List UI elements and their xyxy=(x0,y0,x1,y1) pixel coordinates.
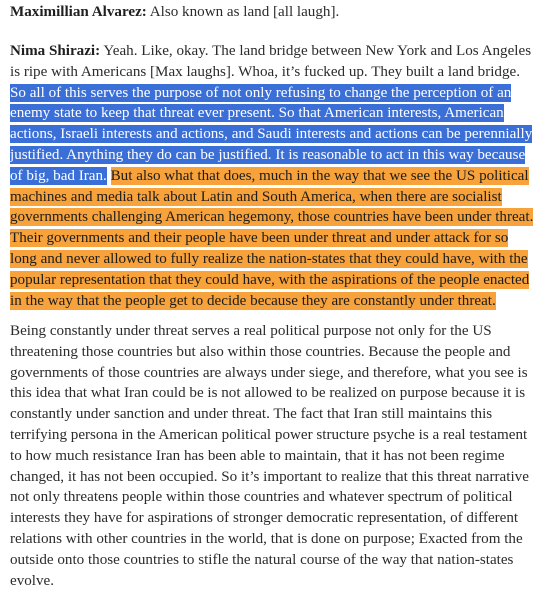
transcript-paragraph-2 xyxy=(10,41,534,311)
speaker-name: Nima Shirazi xyxy=(10,43,96,59)
paragraph-text[interactable]: Yeah. Like, okay. The land bridge between New York and Los Angeles is ripe with Americans [Max laughs]. Whoa, it’s fucked up. They built a land bridge. xyxy=(10,43,532,80)
paragraph-text[interactable]: Being constantly under threat serves a real political purpose not only for the US threatening those countries but also within those countries. Because the people and governments of those countries are always under siege, and therefore, what you see is this idea that what Iran could be is not allowed to be realized on purpose because it is constantly under sanction and under threat. The fact that Iran still maintains this terrifying persona in the American political power structure psyche is a real testament to how much resistance Iran has been able to maintain, that it has not been regime changed, it has not been occupied. So it’s important to realize that this threat narrative not only threatens people within those countries and whatever spectrum of political interests they have for aspirations of stronger democratic representation, of different relations with other countries in the world, that is done on purpose; Exacted from the outside onto those countries to stifle the natural course of the way that nation-states evolve. xyxy=(10,323,529,589)
paragraph-text[interactable]: Also known as land [all laugh]. xyxy=(149,4,340,20)
transcript-paragraph-1 xyxy=(10,2,534,23)
transcript-paragraph-3 xyxy=(10,321,534,591)
highlight-blue[interactable]: So all of this serves the purpose of not only refusing to change the perception of an enemy state to keep that threat ever present. So that American interests, American actions, Israeli interests and actions, and Saudi interests and actions can be perennially justified. Anything they do can be justified. It is reasonable to act in this way because of big, bad Iran. xyxy=(10,84,533,184)
highlight-orange[interactable]: But also what that does, much in the way that we see the US political machines and media talk about Latin and South America, when there are socialist governments challenging American hegemony, those countries have been under threat. Their governments and their people have been under threat and under attack for so long and never allowed to fully realize the nation-states that they could have, with the popular representation that they could have, with the aspirations of the people enacted in the way that the people get to decide because they are constantly under threat. xyxy=(10,167,534,309)
speaker-colon: : xyxy=(141,4,147,20)
speaker-colon: : xyxy=(95,43,101,59)
speaker-name: Maximillian Alvarez xyxy=(10,4,142,20)
